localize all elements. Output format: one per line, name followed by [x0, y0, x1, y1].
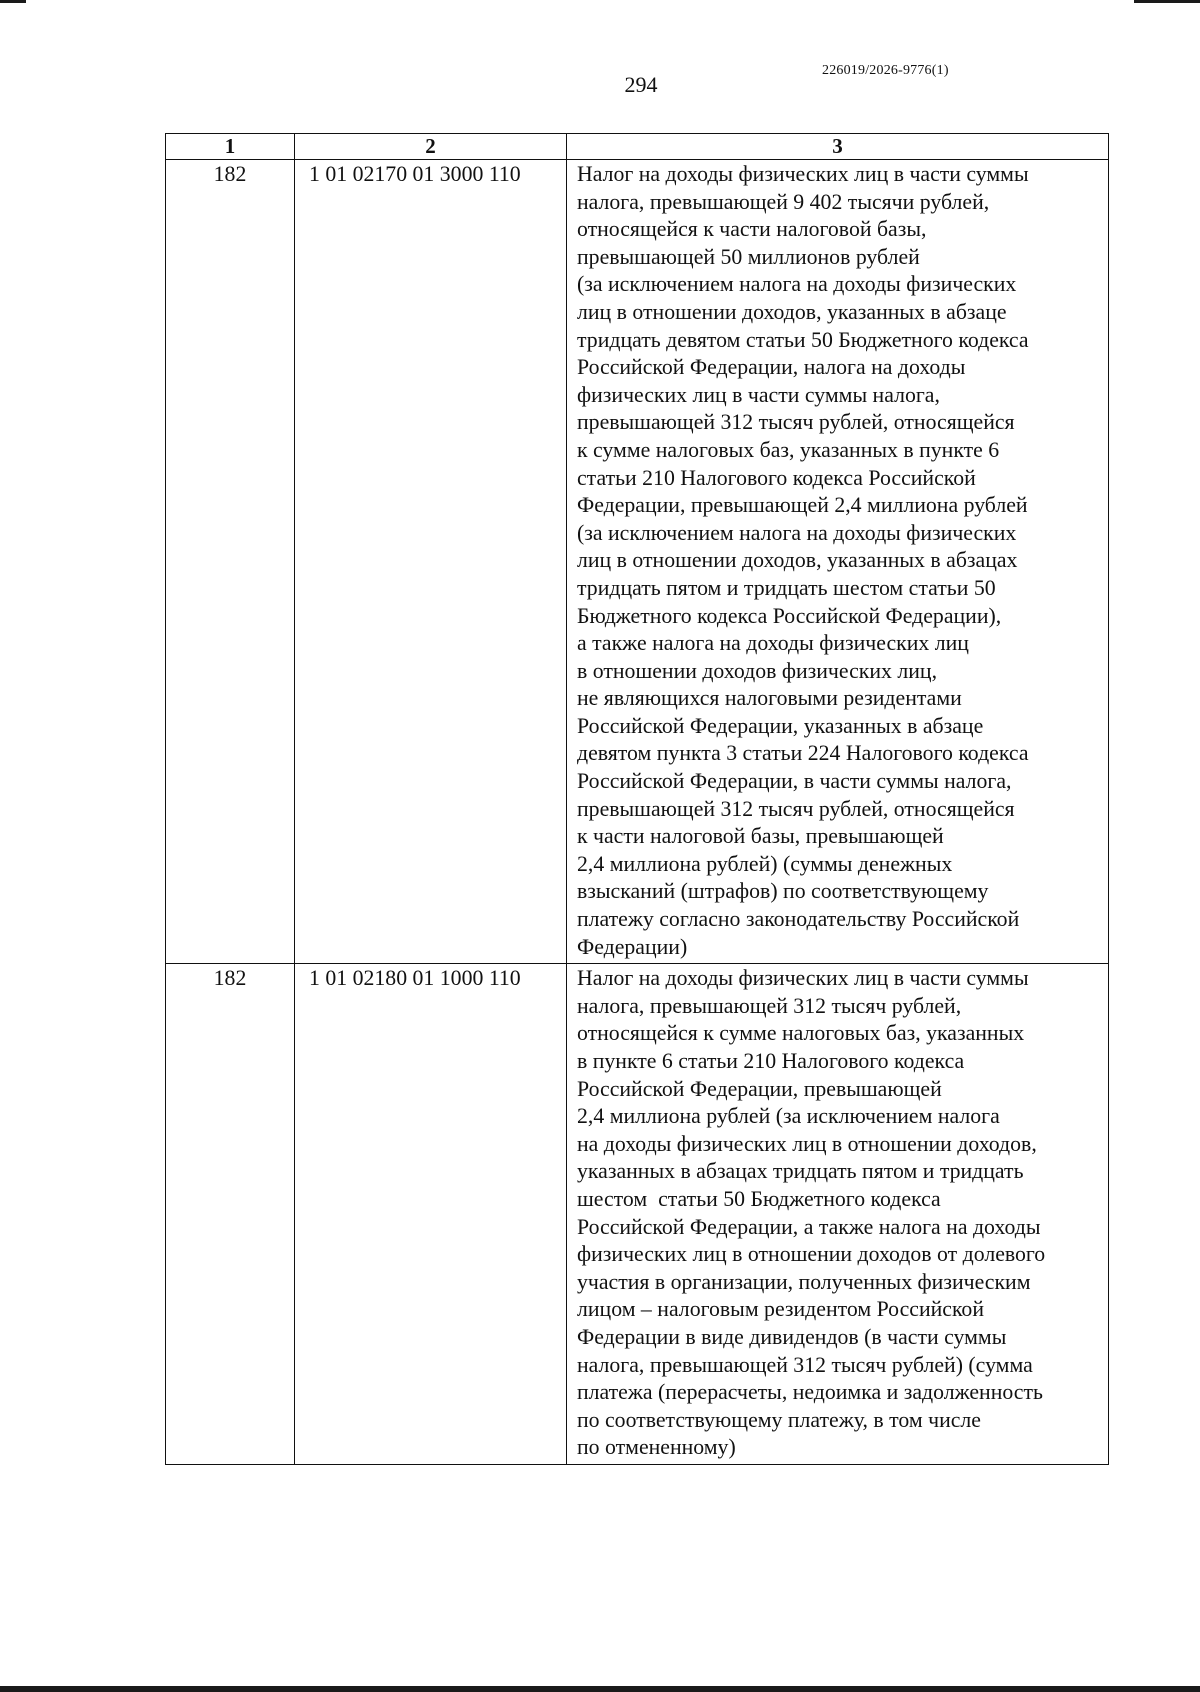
text-line: в отношении доходов физических лиц,	[577, 658, 938, 683]
text-line: платежу согласно законодательству Российской	[577, 907, 1020, 932]
text-line: превышающей 312 тысяч рублей, относящейся	[577, 796, 1015, 821]
scan-edge-mark	[1134, 0, 1200, 3]
text-line: по соответствующему платежу, в том числе	[577, 1407, 981, 1432]
document-id: 226019/2026-9776(1)	[822, 63, 949, 78]
text-line: лиц в отношении доходов, указанных в абзацах	[577, 548, 1018, 573]
text-line: Федерации в виде дивидендов (в части суммы	[577, 1324, 1007, 1349]
text-line: Российской Федерации, налога на доходы	[577, 355, 966, 380]
text-line: не являющихся налоговыми резидентами	[577, 686, 962, 711]
text-line: тридцать пятом и тридцать шестом статьи 50	[577, 575, 996, 600]
budget-code-cell: 1 01 02170 01 3000 110	[295, 160, 567, 964]
table-body	[166, 160, 1109, 1465]
text-line: Российской Федерации, превышающей	[577, 1076, 942, 1101]
text-line: Российской Федерации, в части суммы налога,	[577, 769, 1012, 794]
table-row	[166, 160, 1109, 964]
scan-bottom-bar	[0, 1686, 1200, 1692]
text-line: Налог на доходы физических лиц в части суммы	[577, 162, 1029, 186]
text-line: превышающей 312 тысяч рублей, относящейся	[577, 410, 1015, 435]
text-line: превышающей 50 миллионов рублей	[577, 244, 920, 269]
text-line: (за исключением налога на доходы физических	[577, 520, 1017, 545]
income-name-cell	[567, 964, 1109, 1465]
scan-edge-mark	[0, 0, 26, 3]
text-line: Российской Федерации, указанных в абзаце	[577, 713, 984, 738]
text-line: 2,4 миллиона рублей) (суммы денежных	[577, 851, 953, 876]
admin-code-cell: 182	[166, 160, 295, 964]
text-line: девятом пункта 3 статьи 224 Налогового кодекса	[577, 741, 1029, 766]
budget-code-cell: 1 01 02180 01 1000 110	[295, 964, 567, 1465]
text-line: физических лиц в части суммы налога,	[577, 382, 940, 407]
text-line: участия в организации, полученных физическим	[577, 1269, 1031, 1294]
text-line: платежа (перерасчеты, недоимка и задолженность	[577, 1380, 1043, 1405]
income-name-cell	[567, 160, 1109, 964]
text-line: физических лиц в отношении доходов от долевого	[577, 1242, 1046, 1267]
admin-code-cell: 182	[166, 964, 295, 1465]
text-line: Федерации)	[577, 934, 688, 959]
text-line: лицом – налоговым резидентом Российской	[577, 1297, 984, 1322]
text-line: статьи 210 Налогового кодекса Российской	[577, 465, 976, 490]
text-line: а также налога на доходы физических лиц	[577, 631, 969, 656]
text-line: 2,4 миллиона рублей (за исключением налога	[577, 1104, 1000, 1129]
text-line: к сумме налоговых баз, указанных в пункте 6	[577, 437, 1000, 462]
text-line: указанных в абзацах тридцать пятом и тридцать	[577, 1159, 1024, 1184]
text-line: Бюджетного кодекса Российской Федерации),	[577, 603, 1002, 628]
text-line: тридцать девятом статьи 50 Бюджетного кодекса	[577, 327, 1029, 352]
text-line: лиц в отношении доходов, указанных в абзаце	[577, 299, 1007, 324]
text-line: взысканий (штрафов) по соответствующему	[577, 879, 989, 904]
text-line: Налог на доходы физических лиц в части суммы	[577, 966, 1029, 991]
text-line: налога, превышающей 312 тысяч рублей) (сумма	[577, 1352, 1033, 1377]
text-line: на доходы физических лиц в отношении доходов,	[577, 1131, 1037, 1156]
column-header-2: 2	[295, 134, 567, 160]
text-line: по отмененному)	[577, 1435, 736, 1460]
text-line: Федерации, превышающей 2,4 миллиона рублей	[577, 493, 1028, 518]
text-line: относящейся к сумме налоговых баз, указанных	[577, 1021, 1025, 1046]
column-header-1: 1	[166, 134, 295, 160]
text-line: относящейся к части налоговой базы,	[577, 217, 927, 242]
table-row	[166, 964, 1109, 1465]
text-line: Российской Федерации, а также налога на доходы	[577, 1214, 1041, 1239]
text-line: шестом статьи 50 Бюджетного кодекса	[577, 1186, 941, 1211]
column-header-3: 3	[567, 134, 1109, 160]
text-line: в пункте 6 статьи 210 Налогового кодекса	[577, 1049, 965, 1073]
text-line: (за исключением налога на доходы физических	[577, 272, 1017, 297]
text-line: к части налоговой базы, превышающей	[577, 824, 944, 849]
table-header-row	[166, 134, 1109, 160]
text-line: налога, превышающей 312 тысяч рублей,	[577, 993, 962, 1018]
text-line: налога, превышающей 9 402 тысячи рублей,	[577, 189, 990, 214]
budget-classification-table	[165, 133, 1109, 1465]
page-number: 294	[624, 72, 658, 97]
